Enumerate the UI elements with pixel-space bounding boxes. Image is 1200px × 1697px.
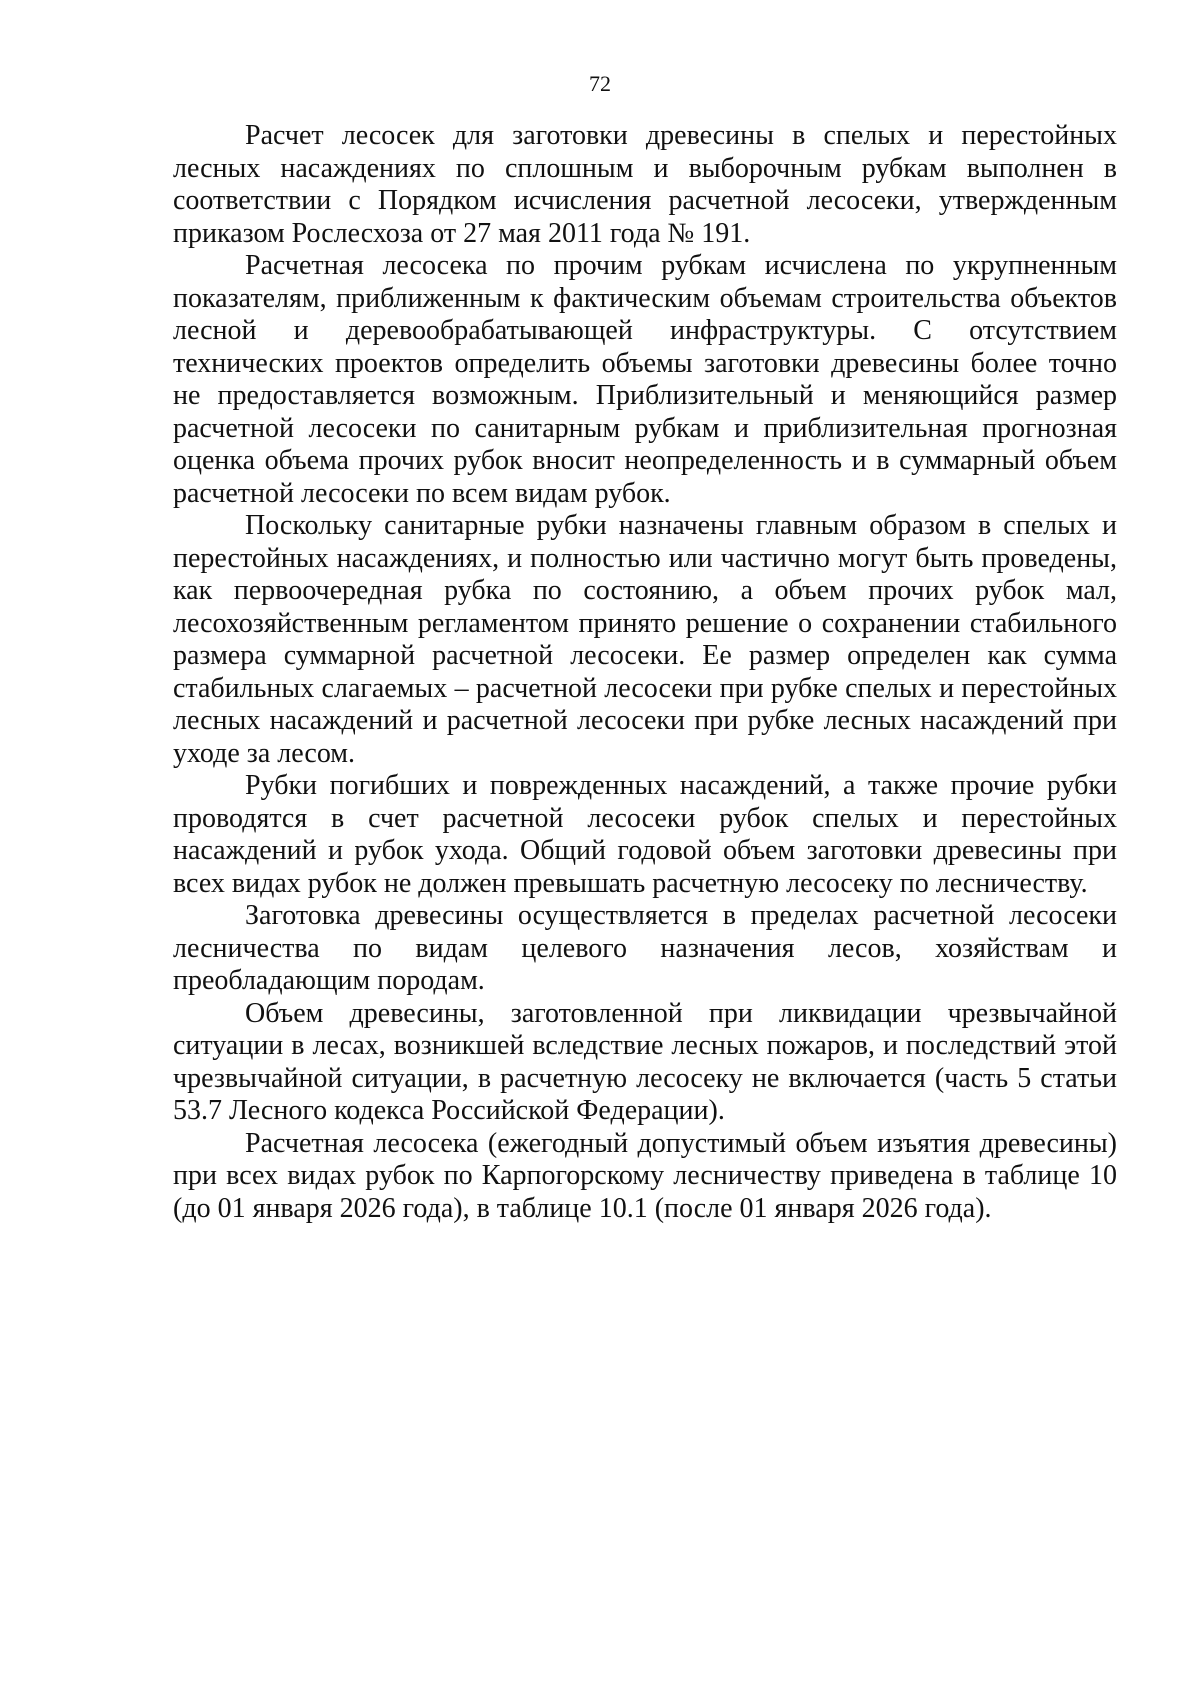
paragraph-sanitary-cuttings: Поскольку санитарные рубки назначены главным образом в спелых и перестойных насаждениях, и полностью или частично могут быть проведены, как первоочередная рубка по состоянию, а объем прочих рубок мал, лесохозяйственным регламентом принято решение о сохранении стабильного размера суммарной расчетной лесосеки. Ее размер определен как сумма стабильных слагаемых – расчетной лесосеки при рубке спелых и перестойных лесных насаждений и расчетной лесосеки при рубке лесных насаждений при уходе за лесом. <box>173 510 1117 769</box>
paragraph-damaged-stands: Рубки погибших и поврежденных насаждений, а также прочие рубки проводятся в счет расчетной лесосеки рубок спелых и перестойных насаждений и рубок ухода. Общий годовой объем заготовки древесины при всех видах рубок не должен превышать расчетную лесосеку по лесничеству. <box>173 770 1117 899</box>
document-body <box>173 120 1117 1225</box>
paragraph-allowable-cut-method: Расчет лесосек для заготовки древесины в спелых и перестойных лесных насаждениях по сплошным и выборочным рубкам выполнен в соответствии с Порядком исчисления расчетной лесосеки, утвержденным приказом Рослесхоза от 27 мая 2011 года № 191. <box>173 120 1117 249</box>
paragraph-emergency-timber: Объем древесины, заготовленной при ликвидации чрезвычайной ситуации в лесах, возникшей вследствие лесных пожаров, и последствий этой чрезвычайной ситуации, в расчетную лесосеку не включается (часть 5 статьи 53.7 Лесного кодекса Российской Федерации). <box>173 997 1117 1126</box>
paragraph-table-reference: Расчетная лесосека (ежегодный допустимый объем изъятия древесины) при всех видах рубок по Карпогорскому лесничеству приведена в таблице 10 (до 01 января 2026 года), в таблице 10.1 (после 01 января 2026 года). <box>173 1127 1117 1224</box>
page-number: 72 <box>589 71 611 96</box>
paragraph-other-cuttings: Расчетная лесосека по прочим рубкам исчислена по укрупненным показателям, приближенным к фактическим объемам строительства объектов лесной и деревообрабатывающей инфраструктуры. С отсутствием технических проектов определить объемы заготовки древесины более точно не предоставляется возможным. Приблизительный и меняющийся размер расчетной лесосеки по санитарным рубкам и приблизительная прогнозная оценка объема прочих рубок вносит неопределенность и в суммарный объем расчетной лесосеки по всем видам рубок. <box>173 250 1117 509</box>
paragraph-harvesting-limits: Заготовка древесины осуществляется в пределах расчетной лесосеки лесничества по видам целевого назначения лесов, хозяйствам и преобладающим породам. <box>173 900 1117 996</box>
